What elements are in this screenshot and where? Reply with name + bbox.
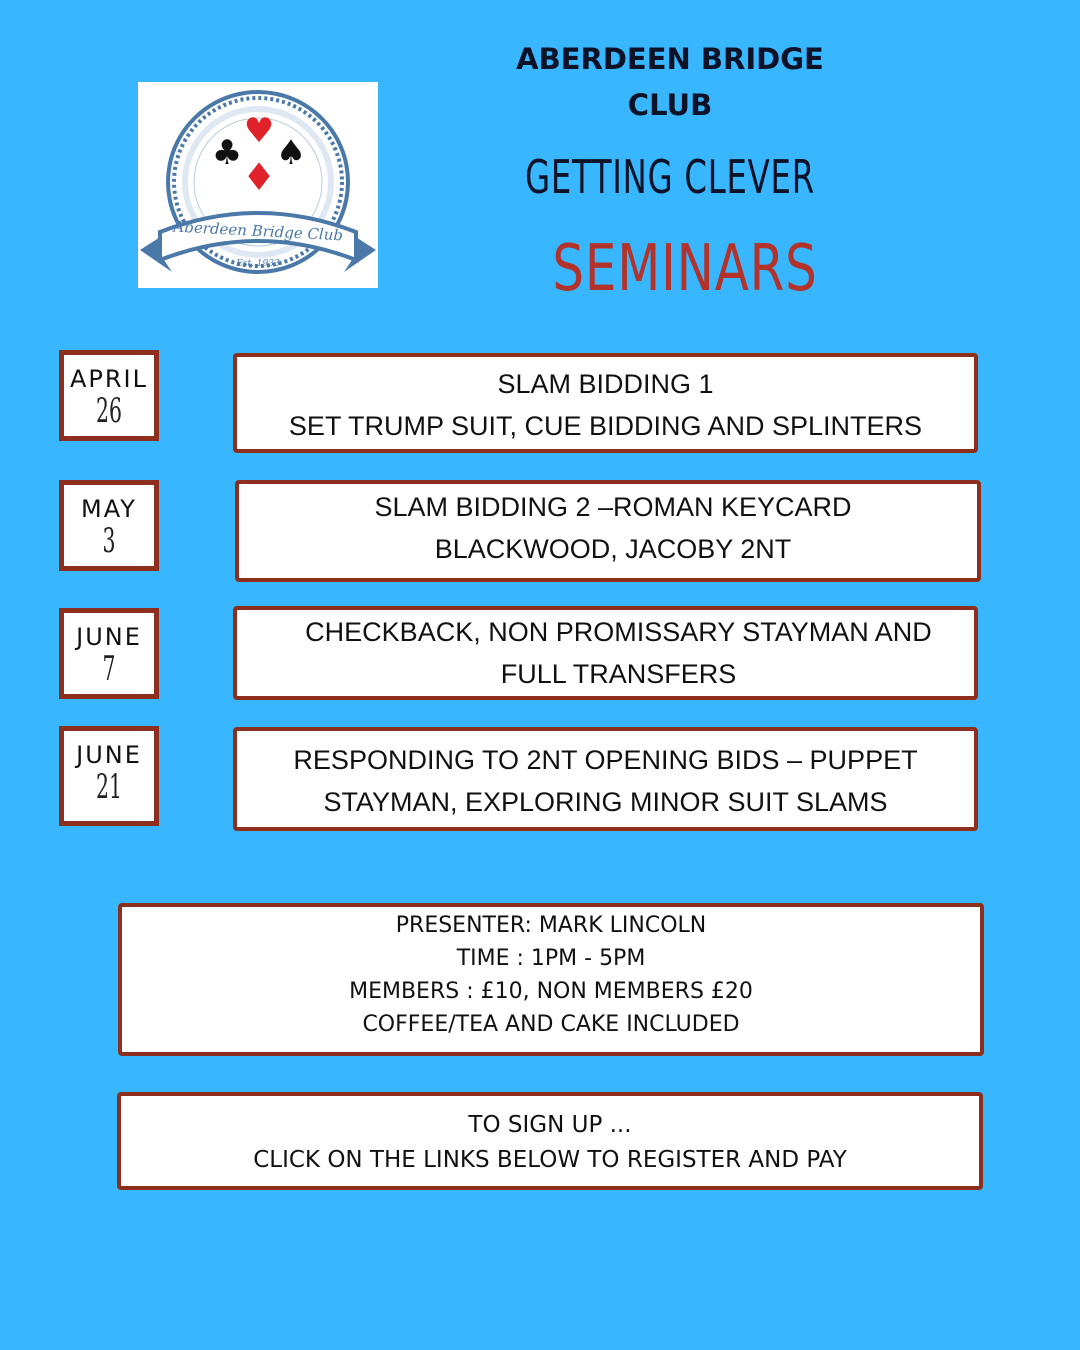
date-badge-june-7 — [59, 608, 159, 699]
date-month: JUNE — [76, 623, 142, 651]
club-name-line1: ABERDEEN BRIDGE — [516, 42, 824, 76]
date-month: MAY — [81, 495, 137, 523]
event-details-box — [118, 903, 984, 1056]
club-seal-icon — [138, 82, 378, 288]
club-suit-icon: ♣ — [211, 133, 243, 173]
seminar-topic-line: SLAM BIDDING 1 — [497, 369, 714, 399]
date-day: 21 — [96, 767, 122, 807]
spade-suit-icon: ♠ — [275, 133, 307, 173]
seminar-topic-line: FULL TRANSFERS — [500, 659, 737, 689]
refreshments-text: COFFEE/TEA AND CAKE INCLUDED — [362, 1012, 740, 1037]
seminar-topic-box — [233, 727, 978, 831]
presenter-text: PRESENTER: MARK LINCOLN — [395, 913, 707, 938]
date-day: 7 — [102, 649, 116, 689]
seminar-topic-line: RESPONDING TO 2NT OPENING BIDS – PUPPET — [293, 745, 918, 775]
seminar-topic-box — [233, 353, 978, 453]
seminar-topic-box — [233, 606, 978, 700]
signup-instructions: CLICK ON THE LINKS BELOW TO REGISTER AND PAY — [253, 1147, 847, 1173]
diamond-suit-icon: ♦ — [241, 155, 277, 199]
page-title: SEMINARS — [552, 232, 818, 306]
club-name-line2: CLUB — [627, 88, 713, 122]
seminar-topic-line: STAYMAN, EXPLORING MINOR SUIT SLAMS — [323, 787, 888, 817]
seminar-topic-line: SET TRUMP SUIT, CUE BIDDING AND SPLINTERS — [288, 411, 923, 441]
price-text: MEMBERS : £10, NON MEMBERS £20 — [349, 979, 753, 1004]
seminar-topic-line: BLACKWOOD, JACOBY 2NT — [434, 534, 792, 564]
date-month: APRIL — [69, 365, 148, 393]
seminar-topic-line: CHECKBACK, NON PROMISSARY STAYMAN AND — [305, 617, 932, 647]
date-badge-april-26 — [59, 350, 159, 441]
date-badge-june-21 — [59, 726, 159, 826]
date-month: JUNE — [76, 741, 142, 769]
date-badge-may-3 — [59, 480, 159, 571]
signup-heading: TO SIGN UP ... — [468, 1112, 632, 1138]
date-day: 3 — [102, 521, 116, 561]
heart-suit-icon: ♥ — [243, 111, 275, 151]
seminar-topic-box — [235, 480, 981, 582]
seminar-topic-line: SLAM BIDDING 2 –ROMAN KEYCARD — [374, 492, 852, 522]
club-logo — [138, 82, 378, 288]
svg-text:Aberdeen Bridge Club: Aberdeen Bridge Club — [173, 217, 344, 245]
page-subtitle: GETTING CLEVER — [525, 150, 815, 204]
date-day: 26 — [96, 391, 122, 431]
time-text: TIME : 1PM - 5PM — [456, 946, 646, 971]
svg-text:Est. 1933: Est. 1933 — [236, 259, 280, 269]
signup-box — [117, 1092, 983, 1190]
